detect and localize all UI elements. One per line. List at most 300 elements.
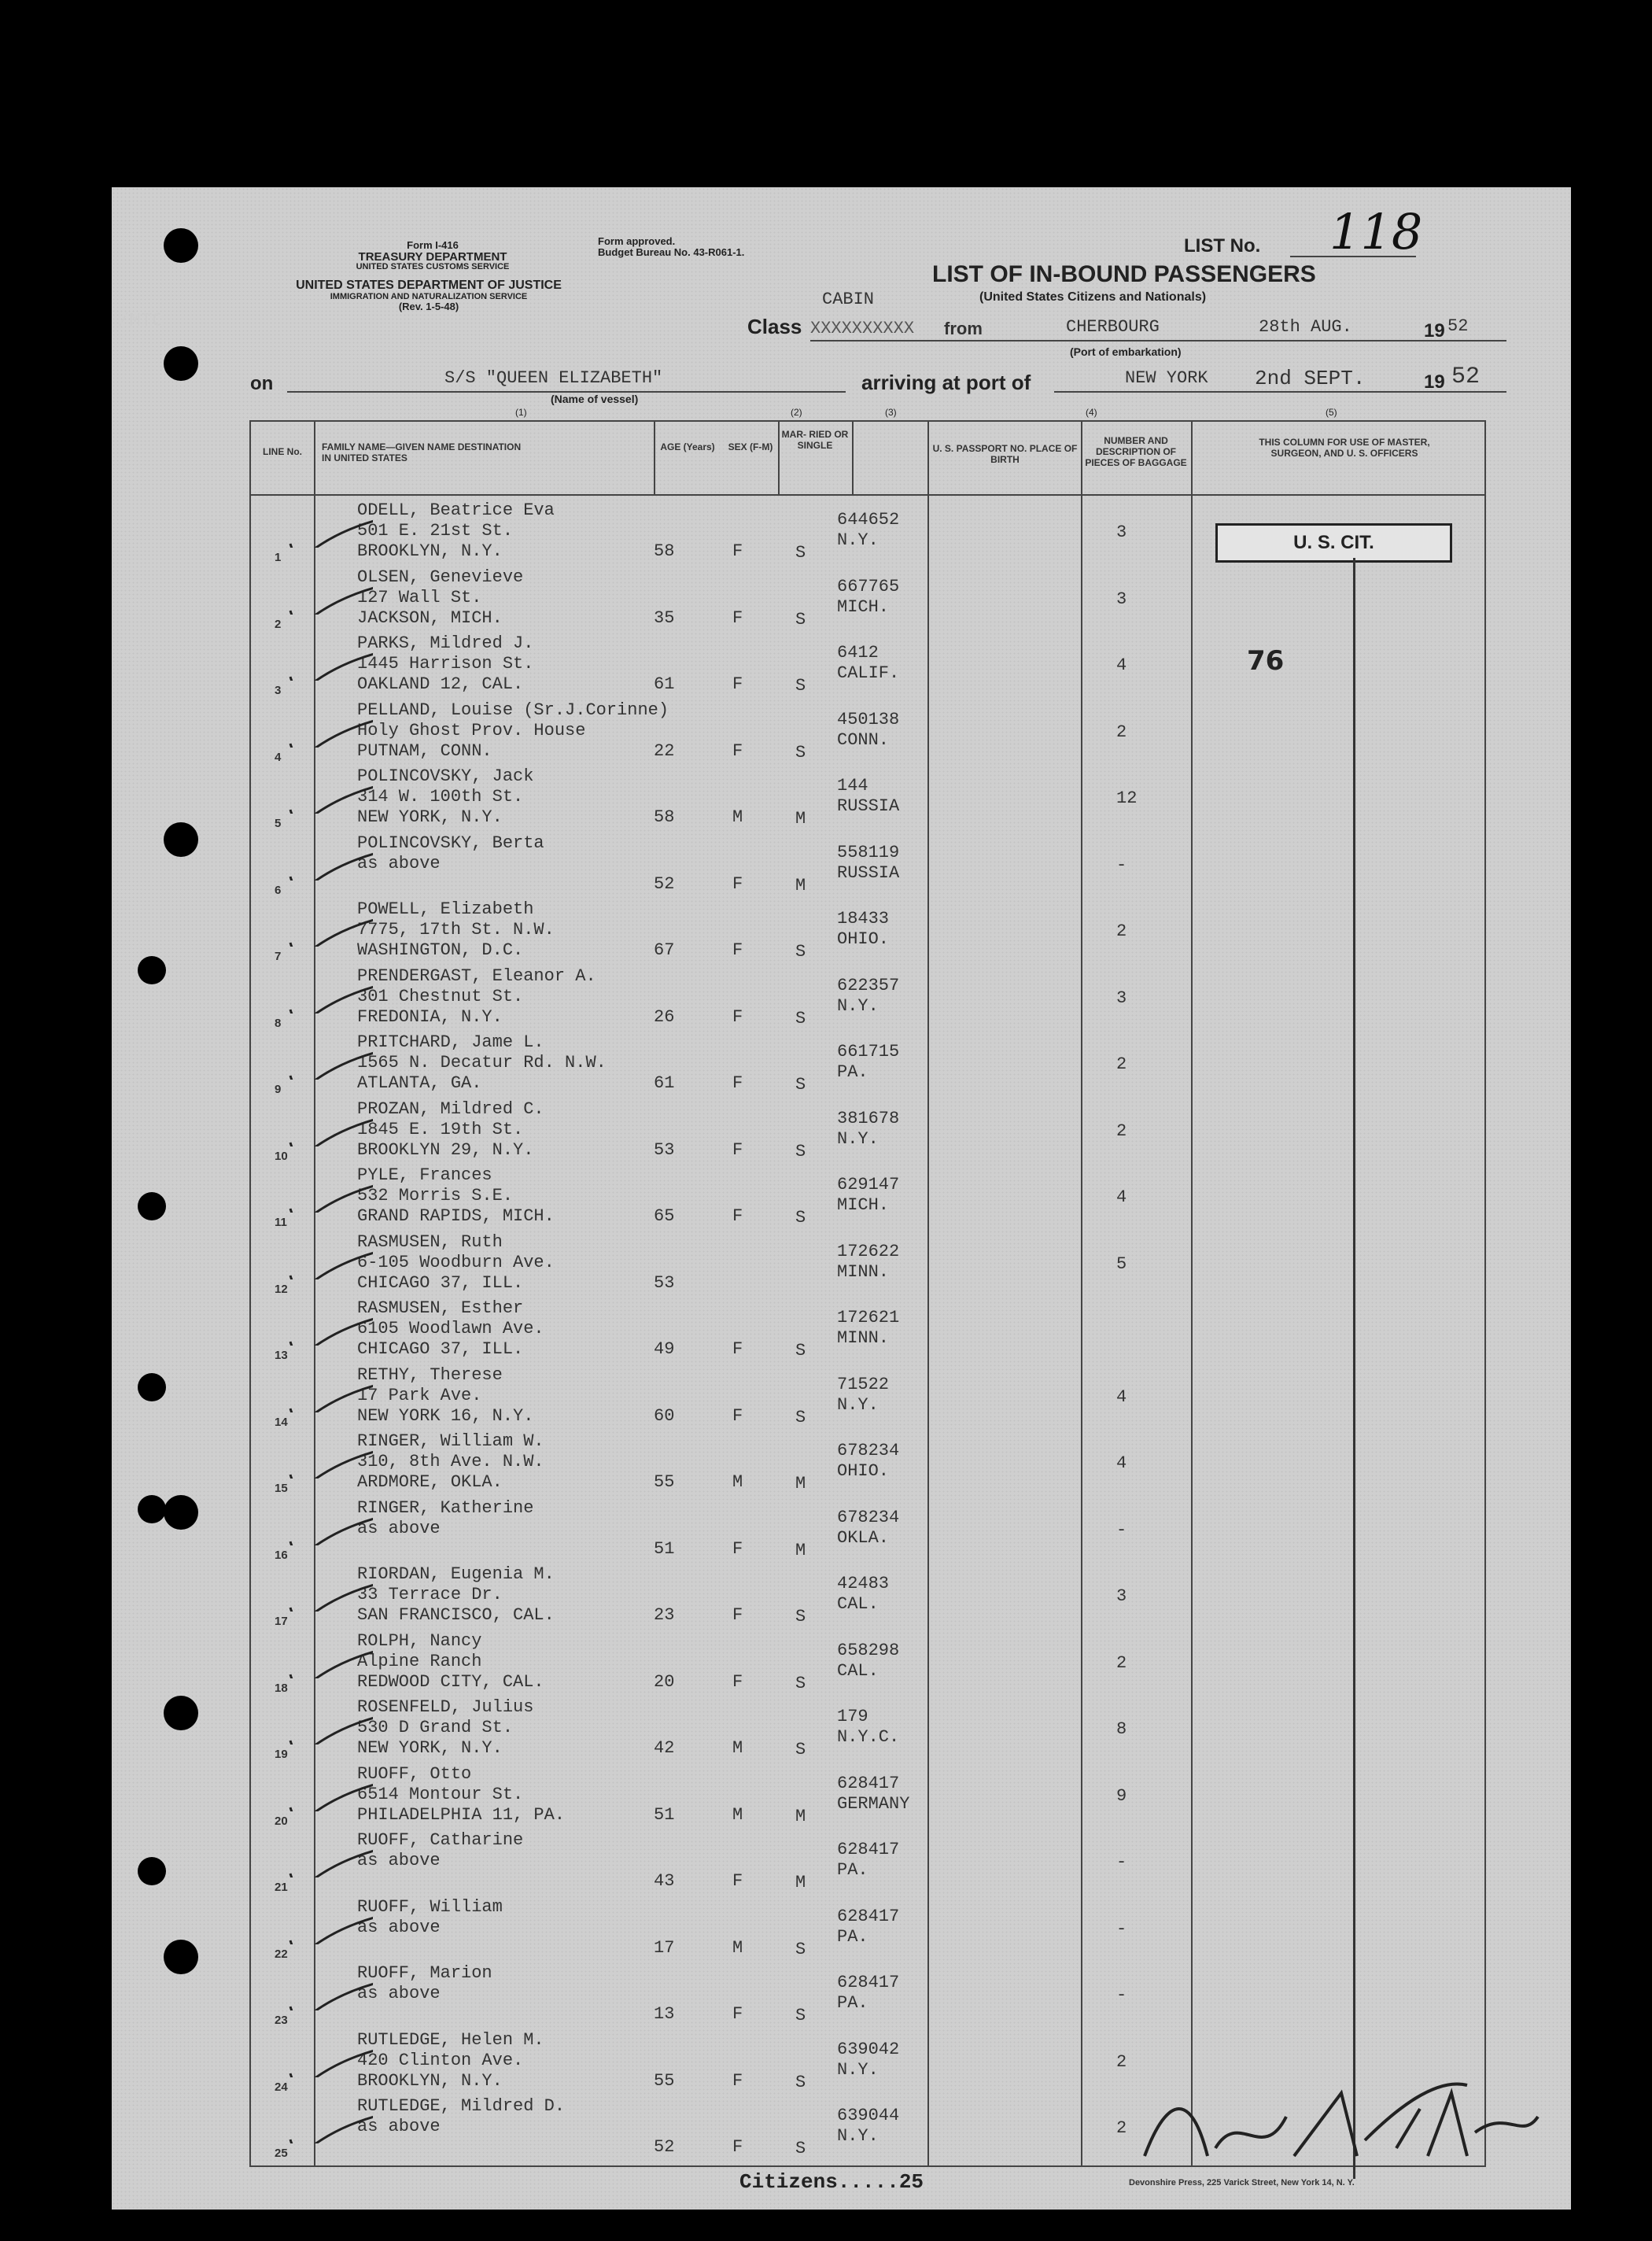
passenger-marital-status: S <box>795 1208 806 1228</box>
passenger-address-2: PUTNAM, CONN. <box>357 740 492 761</box>
passenger-passport-no: 644652 <box>837 510 900 530</box>
passenger-sex: F <box>732 674 743 694</box>
dept1-text: TREASURY DEPARTMENT <box>358 249 507 264</box>
passenger-name: RUTLEDGE, Helen M. <box>357 2029 544 2050</box>
passenger-birthplace: N.Y. <box>837 1128 879 1149</box>
passenger-passport-no: 628417 <box>837 1773 900 1793</box>
check-mark-icon <box>286 649 373 681</box>
passenger-name: RUOFF, Marion <box>357 1963 492 1983</box>
passenger-marital-status: S <box>795 609 806 629</box>
passenger-sex: M <box>732 1937 743 1958</box>
passenger-age: 35 <box>654 607 675 628</box>
check-mark-icon <box>286 1381 373 1412</box>
passenger-baggage: 4 <box>1116 655 1127 675</box>
line-number: 23 <box>275 2014 288 2027</box>
line-number: 24 <box>275 2080 288 2094</box>
check-mark-icon <box>286 716 373 748</box>
passenger-birthplace: N.Y. <box>837 995 879 1016</box>
passenger-passport-no: 639044 <box>837 2106 900 2125</box>
passenger-address-1: as above <box>357 1851 441 1870</box>
passenger-birthplace: MINN. <box>837 1328 890 1348</box>
check-mark-icon <box>286 1248 373 1279</box>
col-married: MAR- RIED OR SINGLE <box>781 429 849 451</box>
signature-scribble <box>1137 2062 1546 2180</box>
passenger-birthplace: PA. <box>837 1062 868 1082</box>
passenger-birthplace: MINN. <box>837 1261 890 1282</box>
check-mark-icon <box>286 1713 373 1744</box>
passenger-birthplace: GERMANY <box>837 1793 910 1814</box>
check-mark-icon <box>286 2112 373 2143</box>
binder-hole <box>138 1495 166 1523</box>
passenger-baggage: 3 <box>1116 589 1127 609</box>
line-number: 5 <box>275 817 282 830</box>
list-no-value: 118 <box>1329 203 1423 260</box>
vessel-name: S/S "QUEEN ELIZABETH" <box>444 368 663 388</box>
check-mark-icon <box>286 1979 373 2010</box>
passenger-birthplace: RUSSIA <box>837 796 900 816</box>
passenger-sex: F <box>732 740 743 761</box>
col-officers: THIS COLUMN FOR USE OF MASTER, SURGEON, AND U. S. OFFICERS <box>1259 437 1430 459</box>
arrival-year-prefix: 19 <box>1424 371 1445 393</box>
table-row <box>251 832 1484 898</box>
table-row <box>251 1297 1484 1363</box>
line-number: 15 <box>275 1482 288 1495</box>
passenger-address-1: as above <box>357 1984 441 2003</box>
check-mark-icon <box>286 1048 373 1080</box>
passenger-age: 53 <box>654 1139 675 1160</box>
passenger-address-2: PHILADELPHIA 11, PA. <box>357 1804 566 1825</box>
line-number: 13 <box>275 1349 288 1362</box>
col-age: AGE (Years) <box>660 441 715 452</box>
passenger-passport-no: 661715 <box>837 1042 900 1061</box>
dept2-text: UNITED STATES DEPARTMENT OF JUSTICE <box>296 279 562 292</box>
passenger-address-1: as above <box>357 1917 441 1937</box>
passenger-baggage: 12 <box>1116 788 1138 808</box>
passenger-address-1: 6105 Woodlawn Ave. <box>357 1319 544 1338</box>
passenger-passport-no: 639042 <box>837 2039 900 2059</box>
table-row <box>251 1164 1484 1230</box>
passenger-marital-status: S <box>795 1673 806 1693</box>
margin-mark: /MTC <box>118 311 164 332</box>
passenger-passport-no: 628417 <box>837 1906 900 1926</box>
table-row <box>251 699 1484 765</box>
class-label: Class <box>747 315 802 338</box>
passenger-address-2: NEW YORK, N.Y. <box>357 1738 503 1758</box>
approval-block <box>598 236 744 257</box>
passenger-address-2: SAN FRANCISCO, CAL. <box>357 1605 555 1625</box>
check-mark-icon <box>286 1647 373 1678</box>
check-mark-icon <box>286 1447 373 1479</box>
check-mark-icon <box>286 516 373 548</box>
check-mark-icon <box>286 1913 373 1944</box>
passenger-age: 22 <box>654 740 675 761</box>
line-number: 7 <box>275 950 282 963</box>
check-mark-icon <box>286 915 373 947</box>
passenger-baggage: 2 <box>1116 1054 1127 1074</box>
passenger-sex: F <box>732 1206 743 1226</box>
passenger-address-1: 310, 8th Ave. N.W. <box>357 1452 544 1471</box>
passenger-passport-no: 558119 <box>837 842 900 862</box>
port-caption: (Port of embarkation) <box>1070 345 1182 358</box>
passenger-age: 55 <box>654 1472 675 1492</box>
header-divider <box>251 494 1484 496</box>
col-line-no: LINE No. <box>263 446 302 457</box>
table-row <box>251 1563 1484 1629</box>
passenger-name: RETHY, Therese <box>357 1364 503 1385</box>
passenger-address-1: 33 Terrace Dr. <box>357 1585 503 1604</box>
passenger-marital-status: S <box>795 2006 806 2025</box>
passenger-address-2: ARDMORE, OKLA. <box>357 1472 503 1492</box>
passenger-age: 58 <box>654 541 675 561</box>
passenger-baggage: 4 <box>1116 1386 1127 1407</box>
passenger-sex: F <box>732 2070 743 2091</box>
passenger-baggage: 2 <box>1116 921 1127 941</box>
passenger-age: 51 <box>654 1538 675 1559</box>
passenger-sex: M <box>732 807 743 827</box>
col-sex: SEX (F-M) <box>728 441 773 452</box>
passenger-address-2: ATLANTA, GA. <box>357 1073 482 1093</box>
check-mark-icon <box>286 1115 373 1146</box>
line-number: 10 <box>275 1149 288 1163</box>
passenger-address-1: as above <box>357 853 441 873</box>
passenger-address-2: CHICAGO 37, ILL. <box>357 1339 524 1359</box>
line-number: 20 <box>275 1814 288 1828</box>
passenger-age: 61 <box>654 1073 675 1093</box>
passenger-sex: F <box>732 1339 743 1359</box>
passenger-passport-no: 628417 <box>837 1973 900 1992</box>
stamp-line <box>1353 558 1355 2179</box>
passenger-passport-no: 667765 <box>837 576 900 596</box>
passenger-marital-status: S <box>795 1939 806 1959</box>
table-row <box>251 1031 1484 1097</box>
check-mark-icon <box>286 1846 373 1877</box>
binder-hole <box>138 1192 166 1220</box>
check-mark-icon <box>286 1314 373 1346</box>
arrival-year: 52 <box>1451 364 1481 390</box>
passenger-age: 23 <box>654 1605 675 1625</box>
passenger-age: 49 <box>654 1339 675 1359</box>
passenger-name: PRITCHARD, Jame L. <box>357 1032 544 1052</box>
officer-note: 76 <box>1247 645 1285 677</box>
passenger-marital-status: S <box>795 1607 806 1626</box>
passenger-marital-status: M <box>795 1540 806 1560</box>
passenger-baggage: 9 <box>1116 1785 1127 1806</box>
table-row <box>251 1231 1484 1297</box>
passenger-name: RUOFF, Otto <box>357 1763 472 1784</box>
line-number: 16 <box>275 1548 288 1562</box>
passenger-address-1: as above <box>357 2117 441 2136</box>
passenger-birthplace: N.Y. <box>837 2126 879 2146</box>
citizens-total: Citizens.....25 <box>739 2170 924 2194</box>
passenger-sex: F <box>732 1871 743 1891</box>
binder-hole <box>164 1495 198 1530</box>
arriving-label: arriving at port of <box>861 371 1031 394</box>
passenger-name: PRENDERGAST, Eleanor A. <box>357 965 596 986</box>
passenger-sex: F <box>732 873 743 894</box>
passenger-age: 60 <box>654 1405 675 1426</box>
line-number: 4 <box>275 750 282 764</box>
passenger-address-1: 532 Morris S.E. <box>357 1186 514 1205</box>
passenger-baggage: 2 <box>1116 2118 1127 2138</box>
depart-year-prefix: 19 <box>1424 320 1445 342</box>
passenger-age: 43 <box>654 1871 675 1891</box>
passenger-marital-status: M <box>795 809 806 829</box>
passenger-marital-status: S <box>795 2139 806 2158</box>
passenger-marital-status: S <box>795 1141 806 1161</box>
depart-year: 52 <box>1447 316 1469 336</box>
table-row <box>251 1696 1484 1762</box>
passenger-name: RINGER, William W. <box>357 1431 544 1451</box>
passenger-baggage: 2 <box>1116 2051 1127 2072</box>
passenger-address-1: 6-105 Woodburn Ave. <box>357 1252 555 1272</box>
line-number: 3 <box>275 684 282 697</box>
passenger-marital-status: S <box>795 1075 806 1095</box>
passenger-name: PELLAND, Louise (Sr.J.Corinne) <box>357 700 669 720</box>
check-mark-icon <box>286 1514 373 1545</box>
passenger-birthplace: PA. <box>837 1993 868 2013</box>
passenger-address-1: 1565 N. Decatur Rd. N.W. <box>357 1053 607 1073</box>
class-value: CABIN <box>822 290 875 309</box>
passenger-passport-no: 678234 <box>837 1441 900 1460</box>
binder-hole <box>164 822 198 857</box>
passenger-address-1: 314 W. 100th St. <box>357 787 524 807</box>
table-row <box>251 1763 1484 1829</box>
passenger-age: 51 <box>654 1804 675 1825</box>
passenger-marital-status: S <box>795 543 806 563</box>
passenger-birthplace: N.Y.C. <box>837 1727 900 1747</box>
passenger-name: POWELL, Elizabeth <box>357 899 534 919</box>
passenger-birthplace: CAL. <box>837 1594 879 1614</box>
form-subtitle: (United States Citizens and Nationals) <box>979 290 1207 304</box>
passenger-birthplace: MICH. <box>837 1195 890 1215</box>
passenger-passport-no: 658298 <box>837 1640 900 1660</box>
arrival-underline <box>1054 391 1506 393</box>
line-number: 2 <box>275 617 282 631</box>
binder-hole <box>164 346 198 381</box>
passenger-name: RINGER, Katherine <box>357 1497 534 1518</box>
passenger-name: RASMUSEN, Ruth <box>357 1231 503 1252</box>
passenger-sex: F <box>732 541 743 561</box>
binder-hole <box>138 956 166 984</box>
check-mark-icon <box>286 1580 373 1612</box>
passenger-baggage: 2 <box>1116 722 1127 742</box>
list-no-label: LIST No. <box>1184 235 1261 257</box>
passenger-address-1: 127 Wall St. <box>357 587 482 607</box>
passenger-baggage: 3 <box>1116 522 1127 542</box>
vessel-caption: (Name of vessel) <box>551 393 639 405</box>
passenger-name: PROZAN, Mildred C. <box>357 1098 544 1119</box>
passenger-address-1: 6514 Montour St. <box>357 1784 524 1804</box>
form-title: LIST OF IN-BOUND PASSENGERS <box>932 261 1316 287</box>
passenger-birthplace: RUSSIA <box>837 862 900 883</box>
passenger-passport-no: 172621 <box>837 1308 900 1327</box>
passenger-passport-no: 678234 <box>837 1507 900 1527</box>
passenger-name: RUOFF, Catharine <box>357 1830 524 1850</box>
check-mark-icon <box>286 782 373 814</box>
form-no-text: Form I-416 <box>407 239 459 251</box>
line-number: 21 <box>275 1881 288 1894</box>
col-num-3: (3) <box>885 407 897 418</box>
passenger-sex: F <box>732 607 743 628</box>
passenger-age: 26 <box>654 1006 675 1027</box>
dept2-sub-text: IMMIGRATION AND NATURALIZATION SERVICE <box>330 291 528 301</box>
passenger-age: 58 <box>654 807 675 827</box>
table-row <box>251 1497 1484 1563</box>
passenger-birthplace: OHIO. <box>837 929 890 949</box>
passenger-birthplace: N.Y. <box>837 530 879 550</box>
check-mark-icon <box>286 849 373 881</box>
passenger-address-2: BROOKLYN, N.Y. <box>357 541 503 561</box>
passenger-address-1: Alpine Ranch <box>357 1651 482 1671</box>
passenger-birthplace: N.Y. <box>837 1394 879 1415</box>
embark-port: CHERBOURG <box>1066 317 1160 337</box>
passenger-address-2: BROOKLYN 29, N.Y. <box>357 1139 534 1160</box>
passenger-passport-no: 71522 <box>837 1374 890 1394</box>
class-underline <box>810 340 1506 342</box>
passenger-address-1: 1445 Harrison St. <box>357 654 534 674</box>
printer-imprint: Devonshire Press, 225 Varick Street, New York 14, N. Y. <box>1129 2178 1355 2187</box>
binder-hole <box>164 228 198 263</box>
passenger-address-2: BROOKLYN, N.Y. <box>357 2070 503 2091</box>
table-row <box>251 965 1484 1031</box>
table-row <box>251 898 1484 964</box>
class-struck: XXXXXXXXXX <box>810 319 915 338</box>
line-number: 19 <box>275 1748 288 1761</box>
passenger-baggage: 3 <box>1116 1586 1127 1606</box>
passenger-marital-status: S <box>795 742 806 762</box>
passenger-passport-no: 628417 <box>837 1840 900 1859</box>
table-row <box>251 632 1484 698</box>
col-name: FAMILY NAME—GIVEN NAME DESTINATION IN UNITED STATES <box>322 441 522 463</box>
dept1-sub-text: UNITED STATES CUSTOMS SERVICE <box>356 262 510 272</box>
passenger-address-1: 420 Clinton Ave. <box>357 2050 524 2070</box>
passenger-name: POLINCOVSKY, Jack <box>357 766 534 786</box>
passenger-name: OLSEN, Genevieve <box>357 567 524 587</box>
passenger-address-2: NEW YORK, N.Y. <box>357 807 503 827</box>
passenger-baggage: - <box>1116 855 1127 875</box>
passenger-name: ROLPH, Nancy <box>357 1630 482 1651</box>
arrival-date: 2nd SEPT. <box>1255 367 1366 390</box>
passenger-age: 61 <box>654 674 675 694</box>
passenger-address-1: 17 Park Ave. <box>357 1385 482 1405</box>
passenger-baggage: 3 <box>1116 988 1127 1008</box>
col-num-5: (5) <box>1326 407 1337 418</box>
line-number: 11 <box>275 1216 287 1229</box>
passenger-age: 55 <box>654 2070 675 2091</box>
col-num-1: (1) <box>515 407 527 418</box>
passenger-address-2: OAKLAND 12, CAL. <box>357 674 524 694</box>
binder-hole <box>164 1940 198 1974</box>
table-row <box>251 1098 1484 1164</box>
passenger-marital-status: S <box>795 1008 806 1028</box>
passenger-birthplace: MICH. <box>837 596 890 617</box>
passenger-baggage: - <box>1116 1852 1127 1872</box>
doj-block <box>244 279 614 312</box>
passenger-name: RIORDAN, Eugenia M. <box>357 1564 555 1584</box>
line-number: 8 <box>275 1016 282 1030</box>
col-num-4: (4) <box>1086 407 1097 418</box>
passenger-birthplace: CONN. <box>837 729 890 750</box>
col-divider <box>778 422 780 494</box>
passenger-sex: M <box>732 1804 743 1825</box>
us-citizen-stamp: U. S. CIT. <box>1215 523 1452 563</box>
col-passport: U. S. PASSPORT NO. PLACE OF BIRTH <box>932 443 1078 465</box>
passenger-sex: F <box>732 1538 743 1559</box>
passenger-address-1: 301 Chestnut St. <box>357 986 524 1006</box>
passenger-marital-status: S <box>795 2072 806 2092</box>
passenger-sex: F <box>732 1405 743 1426</box>
passenger-birthplace: PA. <box>837 1860 868 1880</box>
table-row <box>251 1829 1484 1895</box>
passenger-name: RASMUSEN, Esther <box>357 1298 524 1318</box>
rev-text: (Rev. 1-5-48) <box>398 301 459 313</box>
budget-text: Budget Bureau No. 43-R061-1. <box>598 246 745 258</box>
table-row <box>251 1896 1484 1962</box>
binder-hole <box>138 1373 166 1401</box>
line-number: 9 <box>275 1083 282 1096</box>
table-row <box>251 1364 1484 1430</box>
passenger-marital-status: M <box>795 1474 806 1493</box>
line-number: 1 <box>275 551 282 564</box>
passenger-sex: F <box>732 1006 743 1027</box>
binder-hole <box>138 1857 166 1885</box>
approved-text: Form approved. <box>598 235 676 247</box>
passenger-marital-status: S <box>795 676 806 696</box>
passenger-baggage: 2 <box>1116 1120 1127 1141</box>
arrival-port: NEW YORK <box>1125 368 1208 388</box>
passenger-passport-no: 381678 <box>837 1108 900 1128</box>
passenger-name: PYLE, Frances <box>357 1165 492 1185</box>
table-row <box>251 765 1484 831</box>
passenger-name: ROSENFELD, Julius <box>357 1697 534 1717</box>
passenger-address-2: JACKSON, MICH. <box>357 607 503 628</box>
passenger-passport-no: 42483 <box>837 1574 890 1593</box>
passenger-sex: M <box>732 1738 743 1758</box>
passenger-age: 52 <box>654 873 675 894</box>
table-row <box>251 1430 1484 1496</box>
passenger-address-2: FREDONIA, N.Y. <box>357 1006 503 1027</box>
passenger-sex: F <box>732 940 743 960</box>
check-mark-icon <box>286 1780 373 1811</box>
passenger-birthplace: CAL. <box>837 1660 879 1681</box>
passenger-address-1: 1845 E. 19th St. <box>357 1119 524 1139</box>
passenger-marital-status: M <box>795 1873 806 1892</box>
passenger-marital-status: S <box>795 1341 806 1360</box>
passenger-age: 20 <box>654 1671 675 1692</box>
passenger-address-2: NEW YORK 16, N.Y. <box>357 1405 534 1426</box>
check-mark-icon <box>286 982 373 1013</box>
col-divider <box>654 422 655 494</box>
table-row <box>251 1962 1484 2028</box>
passenger-age: 67 <box>654 940 675 960</box>
passenger-age: 53 <box>654 1272 675 1293</box>
passenger-age: 13 <box>654 2004 675 2024</box>
col-divider <box>852 422 854 494</box>
passenger-marital-status: S <box>795 942 806 962</box>
binder-hole <box>164 1696 198 1730</box>
passenger-address-1: 530 D Grand St. <box>357 1718 514 1737</box>
passenger-passport-no: 629147 <box>837 1175 900 1194</box>
passenger-address-1: Holy Ghost Prov. House <box>357 720 586 740</box>
passenger-address-1: as above <box>357 1518 441 1538</box>
passenger-address-2: REDWOOD CITY, CAL. <box>357 1671 544 1692</box>
check-mark-icon <box>286 583 373 615</box>
passenger-marital-status: S <box>795 1407 806 1427</box>
passenger-birthplace: PA. <box>837 1926 868 1947</box>
passenger-name: POLINCOVSKY, Berta <box>357 833 544 853</box>
passenger-passport-no: 18433 <box>837 909 890 929</box>
passenger-address-2: GRAND RAPIDS, MICH. <box>357 1206 555 1226</box>
